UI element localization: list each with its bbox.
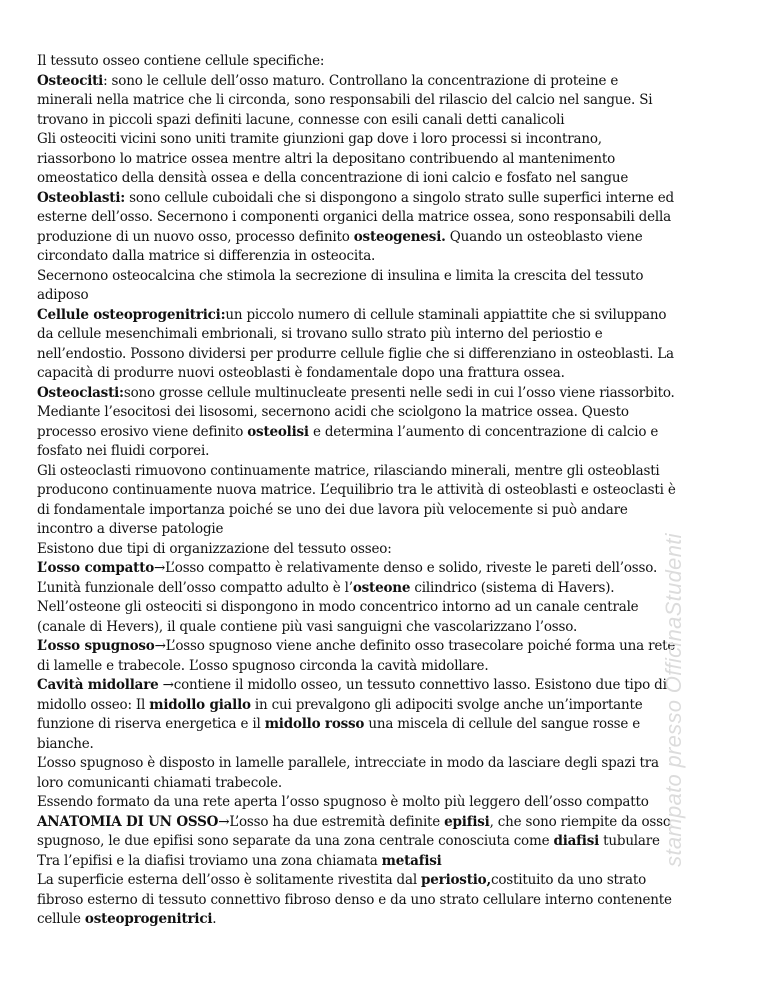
text-run: un piccolo numero di cellule staminali appiattite che si sviluppano da cellule mesenchimali embrionali, si trovano sullo strato più interno del periostio e nell’endostio. Possono dividersi per produrre cellule figlie che si differenziano in osteoblasti. La capacità di produrre nuovi osteoblasti è fondamentale dopo una frattura ossea. [37,306,674,381]
bold-term: Osteoclasti: [37,384,124,401]
bold-term: Cavità midollare [37,677,159,693]
paragraph [37,559,677,637]
bold-term: osteogenesi. [353,228,446,245]
text-run: L’osso spugnoso è disposto in lamelle parallele, intrecciate in modo da lasciare degli spazi tra loro comunicanti chiamati trabecole. [37,755,659,791]
document-body [37,52,677,930]
text-run: sono cellule cuboidali che si dispongono a singolo strato sulle superfici interne ed esterne dell’osso. Secernono i componenti organici della matrice ossea, sono responsabili della produzione di un nuovo osso, processo definito [37,189,674,245]
paragraph [37,540,677,560]
text-run: Secernono osteocalcina che stimola la secrezione di insulina e limita la crescita del tessuto adiposo [37,267,644,303]
bold-term: osteolisi [247,423,309,440]
text-run: . [212,911,217,927]
text-run: Esistono due tipi di organizzazione del tessuto osseo: [37,540,392,557]
bold-term: midollo giallo [149,696,251,713]
text-run: Tra l’epifisi e la diafisi troviamo una zona chiamata [37,852,382,869]
text-run: Gli osteoclasti rimuovono continuamente matrice, rilasciando minerali, mentre gli osteoblasti producono continuamente nuova matrice. L’equilibrio tra le attività di osteoblasti e osteoclasti è di fondamentale importanza poiché se uno dei due lavora più velocemente si può andare incontro a diverse patologie [37,462,676,537]
text-run: sono grosse cellule multinucleate presenti nelle sedi in cui l’osso viene riassorbito. Mediante l’esocitosi dei lisosomi, secernono acidi che sciolgono la matrice ossea. Questo processo erosivo viene definito [37,384,675,440]
text-run: una miscela di cellule del sangue rosse e bianche. [37,716,641,752]
bold-term: Osteociti [37,72,104,89]
bold-term: metafisi [381,852,442,869]
bold-term: L’osso spugnoso [37,638,155,654]
paragraph [37,871,677,930]
watermark [654,520,694,880]
paragraph [37,189,677,267]
paragraph [37,462,677,540]
text-run: : sono le cellule dell’osso maturo. Controllano la concentrazione di proteine e minerali nella matrice che li circonda, sono responsabili del rilascio del calcio nel sangue. Si trovano in piccoli spazi definiti lacune, connesse con esili canali detti canalicoli [37,72,653,128]
bold-term: diafisi [553,833,600,849]
text-run: La superficie esterna dell’osso è solitamente rivestita dal [37,872,422,888]
paragraph [37,52,677,72]
bold-term: periostio, [421,872,491,888]
paragraph [37,267,677,306]
text-run: →L’osso compatto è relativamente denso e solido, riveste le pareti dell’osso. L’unità funzionale dell’osso compatto adulto è l’ [37,560,658,596]
text-run: cilindrico (sistema di Havers). Nell’osteone gli osteociti si dispongono in modo concentrico intorno ad un canale centrale (canale di Hevers), il quale contiene più vasi sanguigni che vascolarizzano l’osso. [37,579,639,635]
paragraph [37,813,677,852]
bold-term: L’osso compatto [37,560,155,576]
paragraph [37,676,677,754]
bold-term: epifisi [444,813,490,830]
bold-term: Cellule osteoprogenitrici: [37,306,226,323]
bold-term: osteone [352,579,411,596]
text-run: Quando un osteoblasto viene circondato dalla matrice si differenzia in osteocita. [37,228,643,264]
paragraph [37,754,677,793]
bold-term: midollo rosso [264,716,365,732]
text-run: Essendo formato da una rete aperta l’osso spugnoso è molto più leggero dell’osso compatto [37,794,649,810]
text-run: Gli osteociti vicini sono uniti tramite giunzioni gap dove i loro processi si incontrano, riassorbono lo matrice ossea mentre altri la depositano contribuendo al mantenimento omeostatico della densità ossea e della concentrazione di ioni calcio e fosfato nel sangue [37,131,629,186]
text-run: →contiene il midollo osseo, un tessuto connettivo lasso. Esistono due tipo di midollo osseo: Il [37,677,667,713]
text-run: tubulare [599,833,660,849]
bold-term: Osteoblasti: [37,189,126,206]
text-run: costituito da uno strato fibroso esterno di tessuto connettivo fibroso denso e da uno strato cellulare interno contenente cellule [37,872,672,927]
watermark-text: stampato presso OfficinaStudenti [661,533,687,867]
bold-term: osteoprogenitrici [84,911,213,927]
text-run: →L’osso ha due estremità definite [218,813,445,830]
text-run: , che sono riempite da osso spugnoso, le due epifisi sono separate da una zona centrale conosciuta come [37,813,671,849]
text-run: in cui prevalgono gli adipociti svolge anche un’importante funzione di riserva energetica e il [37,696,643,732]
paragraph [37,637,677,676]
paragraph [37,72,677,131]
bold-term: ANATOMIA DI UN OSSO [37,813,219,830]
paragraph [37,384,677,462]
paragraph [37,306,677,384]
paragraph [37,793,677,813]
paragraph [37,130,677,189]
text-run: →L’osso spugnoso viene anche definito osso trasecolare poiché forma una rete di lamelle e trabecole. L’osso spugnoso circonda la cavità midollare. [37,638,676,674]
paragraph [37,852,677,872]
text-run: e determina l’aumento di concentrazione di calcio e fosfato nei fluidi corporei. [37,423,659,459]
text-run: Il tessuto osseo contiene cellule specifiche: [37,53,325,69]
